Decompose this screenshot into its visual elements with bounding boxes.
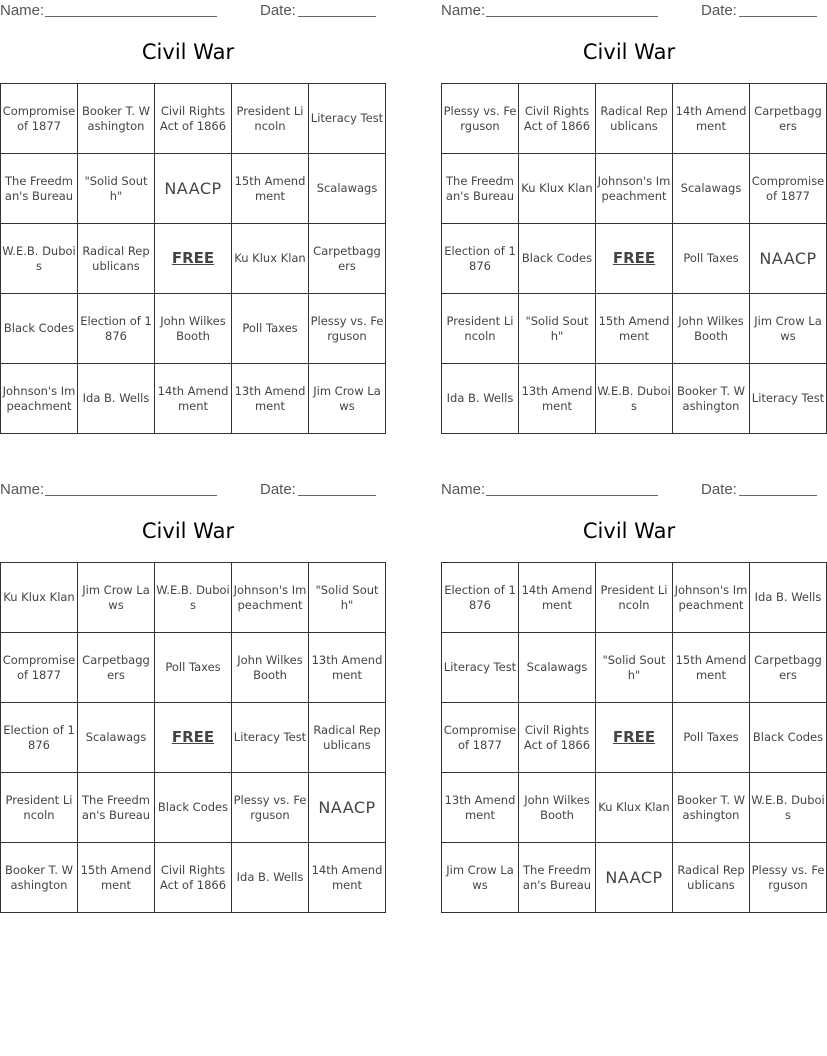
bingo-row	[442, 154, 827, 224]
card-title: Civil War	[141, 519, 235, 543]
bingo-row	[1, 84, 386, 154]
bingo-cell: 14th Amendment	[155, 364, 232, 434]
bingo-cell: "Solid South"	[78, 154, 155, 224]
bingo-cell: Johnson's Impeachment	[1, 364, 78, 434]
bingo-cell: 15th Amendment	[232, 154, 309, 224]
bingo-cell: The Freedman's Bureau	[519, 843, 596, 913]
bingo-cell: The Freedman's Bureau	[78, 773, 155, 843]
bingo-cell: Literacy Test	[309, 84, 386, 154]
bingo-cell: Scalawags	[78, 703, 155, 773]
bingo-cell: Plessy vs. Ferguson	[442, 84, 519, 154]
bingo-cell: Ida B. Wells	[442, 364, 519, 434]
bingo-cell: Scalawags	[519, 633, 596, 703]
bingo-cell: 15th Amendment	[673, 633, 750, 703]
bingo-cell: W.E.B. Dubois	[155, 563, 232, 633]
free-space: FREE	[155, 703, 232, 773]
bingo-cell: Booker T. Washington	[673, 773, 750, 843]
bingo-cell: Radical Republicans	[309, 703, 386, 773]
bingo-row	[442, 773, 827, 843]
name-blank-line[interactable]	[45, 495, 217, 496]
bingo-cell: John Wilkes Booth	[519, 773, 596, 843]
bingo-cell: Ku Klux Klan	[232, 224, 309, 294]
bingo-cell: Civil Rights Act of 1866	[155, 843, 232, 913]
bingo-cell: Johnson's Impeachment	[673, 563, 750, 633]
bingo-cell: 15th Amendment	[596, 294, 673, 364]
bingo-cell: 14th Amendment	[519, 563, 596, 633]
bingo-cell: John Wilkes Booth	[155, 294, 232, 364]
free-space: FREE	[596, 703, 673, 773]
bingo-row	[1, 154, 386, 224]
bingo-cell: 13th Amendment	[519, 364, 596, 434]
bingo-cell: Compromise of 1877	[750, 154, 827, 224]
bingo-row	[442, 633, 827, 703]
bingo-cell: 14th Amendment	[309, 843, 386, 913]
bingo-cell: Compromise of 1877	[1, 84, 78, 154]
card-header	[441, 0, 817, 22]
date-blank-line[interactable]	[298, 16, 376, 17]
date-label: Date:	[701, 481, 737, 498]
card-header	[0, 479, 376, 501]
bingo-cell: Radical Republicans	[78, 224, 155, 294]
bingo-row	[442, 563, 827, 633]
bingo-cell: The Freedman's Bureau	[1, 154, 78, 224]
bingo-row	[1, 773, 386, 843]
bingo-cell: Jim Crow Laws	[78, 563, 155, 633]
bingo-row	[442, 703, 827, 773]
bingo-cell: Compromise of 1877	[442, 703, 519, 773]
bingo-cell: "Solid South"	[519, 294, 596, 364]
bingo-cell: Carpetbaggers	[309, 224, 386, 294]
bingo-cell: Booker T. Washington	[78, 84, 155, 154]
bingo-cell: NAACP	[596, 843, 673, 913]
bingo-grid	[441, 562, 827, 913]
bingo-cell: NAACP	[750, 224, 827, 294]
bingo-cell: 14th Amendment	[673, 84, 750, 154]
bingo-cell: Literacy Test	[442, 633, 519, 703]
bingo-cell: Plessy vs. Ferguson	[309, 294, 386, 364]
bingo-cell: The Freedman's Bureau	[442, 154, 519, 224]
bingo-row	[442, 84, 827, 154]
bingo-cell: Election of 1876	[1, 703, 78, 773]
date-label: Date:	[260, 481, 296, 498]
bingo-cell: W.E.B. Dubois	[596, 364, 673, 434]
name-label: Name:	[441, 481, 486, 498]
bingo-cell: Carpetbaggers	[750, 633, 827, 703]
bingo-cell: Civil Rights Act of 1866	[519, 703, 596, 773]
bingo-cell: Booker T. Washington	[1, 843, 78, 913]
bingo-cell: Ida B. Wells	[78, 364, 155, 434]
free-space: FREE	[155, 224, 232, 294]
bingo-cell: President Lincoln	[232, 84, 309, 154]
bingo-row	[442, 843, 827, 913]
bingo-row	[1, 703, 386, 773]
bingo-cell: Election of 1876	[442, 563, 519, 633]
bingo-cell: Poll Taxes	[155, 633, 232, 703]
bingo-cell: Election of 1876	[442, 224, 519, 294]
date-label: Date:	[260, 2, 296, 19]
bingo-cell: President Lincoln	[596, 563, 673, 633]
bingo-cell: Black Codes	[155, 773, 232, 843]
bingo-cell: "Solid South"	[596, 633, 673, 703]
bingo-cell: Black Codes	[750, 703, 827, 773]
bingo-cell: Black Codes	[519, 224, 596, 294]
card-title: Civil War	[582, 519, 676, 543]
name-label: Name:	[0, 2, 45, 19]
bingo-cell: Compromise of 1877	[1, 633, 78, 703]
bingo-cell: Poll Taxes	[232, 294, 309, 364]
bingo-cell: Literacy Test	[232, 703, 309, 773]
card-header	[441, 479, 817, 501]
name-blank-line[interactable]	[45, 16, 217, 17]
name-blank-line[interactable]	[486, 16, 658, 17]
name-label: Name:	[0, 481, 45, 498]
bingo-cell: Scalawags	[673, 154, 750, 224]
bingo-row	[1, 364, 386, 434]
bingo-cell: Carpetbaggers	[78, 633, 155, 703]
bingo-row	[1, 563, 386, 633]
bingo-cell: President Lincoln	[1, 773, 78, 843]
bingo-row	[442, 294, 827, 364]
bingo-row	[1, 633, 386, 703]
bingo-cell: 15th Amendment	[78, 843, 155, 913]
bingo-cell: Radical Republicans	[673, 843, 750, 913]
bingo-cell: Ida B. Wells	[750, 563, 827, 633]
bingo-cell: John Wilkes Booth	[673, 294, 750, 364]
bingo-cell: NAACP	[309, 773, 386, 843]
bingo-cell: Black Codes	[1, 294, 78, 364]
bingo-cell: Jim Crow Laws	[309, 364, 386, 434]
bingo-cell: Civil Rights Act of 1866	[155, 84, 232, 154]
date-blank-line[interactable]	[739, 16, 817, 17]
bingo-cell: W.E.B. Dubois	[750, 773, 827, 843]
bingo-cell: Carpetbaggers	[750, 84, 827, 154]
bingo-cell: Literacy Test	[750, 364, 827, 434]
bingo-row	[442, 224, 827, 294]
card-header	[0, 0, 376, 22]
name-label: Name:	[441, 2, 486, 19]
bingo-cell: 13th Amendment	[232, 364, 309, 434]
bingo-row	[1, 294, 386, 364]
bingo-cell: Civil Rights Act of 1866	[519, 84, 596, 154]
bingo-cell: Ida B. Wells	[232, 843, 309, 913]
free-space: FREE	[596, 224, 673, 294]
bingo-cell: NAACP	[155, 154, 232, 224]
bingo-cell: Johnson's Impeachment	[232, 563, 309, 633]
bingo-cell: Booker T. Washington	[673, 364, 750, 434]
date-label: Date:	[701, 2, 737, 19]
bingo-cell: Scalawags	[309, 154, 386, 224]
bingo-grid	[0, 83, 386, 434]
bingo-cell: Election of 1876	[78, 294, 155, 364]
bingo-cell: 13th Amendment	[309, 633, 386, 703]
bingo-cell: Plessy vs. Ferguson	[750, 843, 827, 913]
bingo-grid	[0, 562, 386, 913]
bingo-cell: Poll Taxes	[673, 224, 750, 294]
card-title: Civil War	[582, 40, 676, 64]
date-blank-line[interactable]	[298, 495, 376, 496]
bingo-cell: Ku Klux Klan	[519, 154, 596, 224]
bingo-cell: Radical Republicans	[596, 84, 673, 154]
bingo-cell: W.E.B. Dubois	[1, 224, 78, 294]
bingo-cell: Ku Klux Klan	[596, 773, 673, 843]
bingo-cell: President Lincoln	[442, 294, 519, 364]
bingo-cell: Johnson's Impeachment	[596, 154, 673, 224]
bingo-cell: "Solid South"	[309, 563, 386, 633]
bingo-cell: Poll Taxes	[673, 703, 750, 773]
bingo-cell: 13th Amendment	[442, 773, 519, 843]
card-title: Civil War	[141, 40, 235, 64]
bingo-cell: Ku Klux Klan	[1, 563, 78, 633]
bingo-cell: Plessy vs. Ferguson	[232, 773, 309, 843]
bingo-cell: Jim Crow Laws	[750, 294, 827, 364]
bingo-row	[442, 364, 827, 434]
bingo-row	[1, 843, 386, 913]
date-blank-line[interactable]	[739, 495, 817, 496]
bingo-grid	[441, 83, 827, 434]
bingo-row	[1, 224, 386, 294]
bingo-cell: Jim Crow Laws	[442, 843, 519, 913]
bingo-cell: John Wilkes Booth	[232, 633, 309, 703]
name-blank-line[interactable]	[486, 495, 658, 496]
